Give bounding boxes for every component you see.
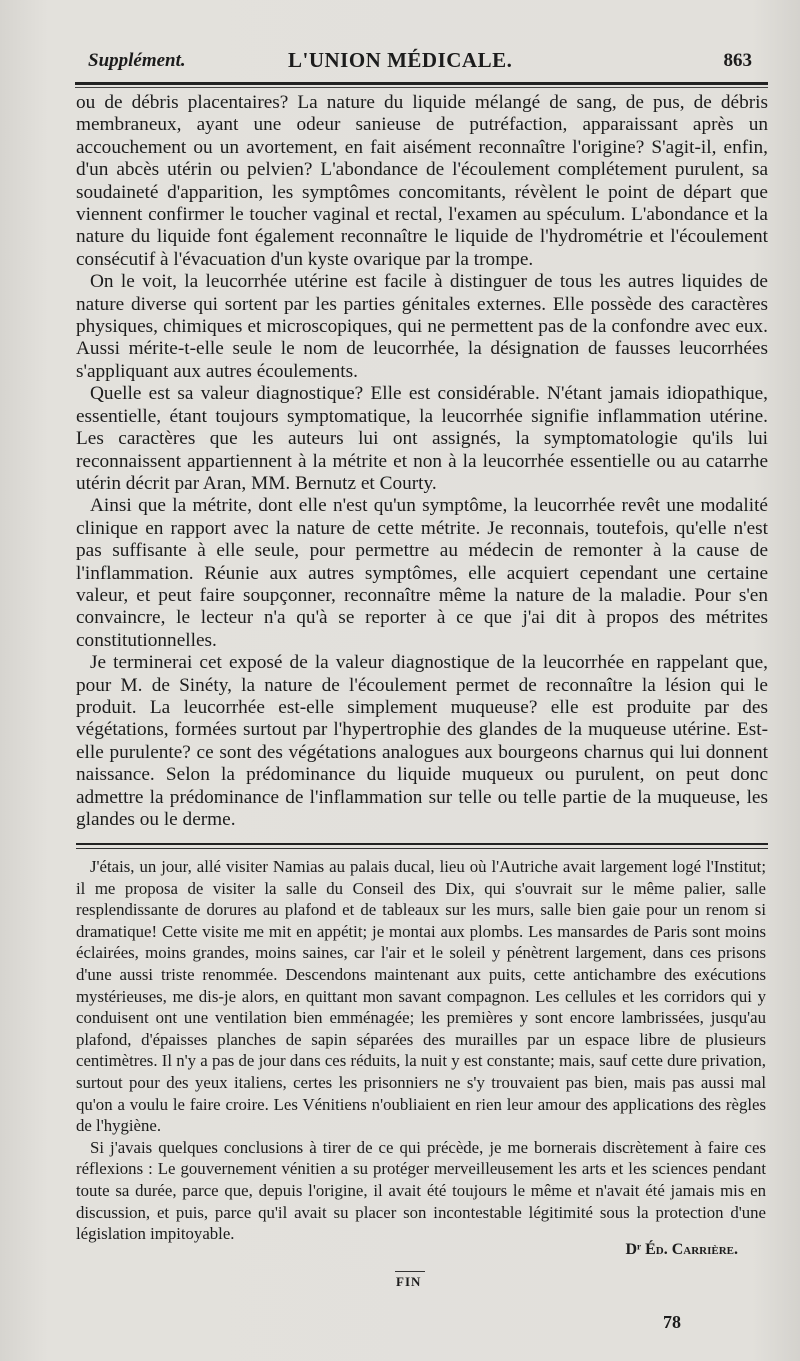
feuilleton-separator-thin	[76, 848, 768, 849]
header-rule-thick	[75, 82, 768, 85]
header-supplement: Supplément.	[88, 50, 186, 71]
header-journal-title: L'UNION MÉDICALE.	[288, 48, 513, 72]
author-signature: Dʳ Éd. Carrière.	[625, 1241, 738, 1258]
sheet-number: 78	[663, 1312, 681, 1332]
article-paragraph: Quelle est sa valeur diagnostique? Elle est considérable. N'étant jamais idiopathique, essentielle, étant toujours symptomatique, la leucorrhée signifie inflammation utérine. Les caractères que les auteurs lui ont assignés, la symptomatologie qu'ils lui reconnaissent appartiennent à la métrite et non à la leucorrhée essentielle ou au catarrhe utérin décrit par Aran, MM. Bernutz et Courty.	[76, 383, 768, 494]
fin-mark: FIN	[396, 1274, 422, 1289]
article-paragraph: Ainsi que la métrite, dont elle n'est qu'un symptôme, la leucorrhée revêt une modalité clinique en rapport avec la nature de cette métrite. Je reconnais, toutefois, qu'elle n'est pas suffisante à elle seule, pour permettre au médecin de remonter à la cause de l'inflammation. Réunie aux autres symptômes, elle acquiert cependant une certaine valeur, et peut faire soupçonner, reconnaître même la nature de la maladie. Pour s'en convaincre, le lecteur n'a qu'à se reporter à ce que j'ai dit à propos des métrites constitutionnelles.	[76, 495, 768, 651]
header-rule-thin	[75, 87, 768, 88]
feuilleton-separator-thick	[76, 843, 768, 845]
article-body	[76, 92, 768, 831]
feuilleton-paragraph: Si j'avais quelques conclusions à tirer de ce qui précède, je me bornerais discrètement à faire ces réflexions : Le gouvernement vénitien a su protéger merveilleusement les arts et les sciences pendant toute sa durée, parce que, depuis l'origine, il avait été toujours le même et n'avait été jamais mis en discussion, et puis, parce qu'il avait su placer son incontestable légitimité sous la protection d'une législation impitoyable.	[76, 1137, 766, 1244]
feuilleton-section	[76, 856, 766, 1245]
fin-rule	[395, 1271, 425, 1272]
page-header	[88, 46, 752, 78]
article-paragraph: ou de débris placentaires? La nature du liquide mélangé de sang, de pus, de débris membraneux, ayant une odeur sanieuse de putréfaction, apparaissant après un accouchement ou un avortement, en fait aisément reconnaître l'origine? S'agit-il, enfin, d'un abcès utérin ou pelvien? L'abondance de l'écoulement complétement purulent, sa soudaineté d'apparition, les symptômes concomitants, révèlent le point de départ que viennent confirmer le toucher vaginal et rectal, l'examen au spéculum. L'abondance et la nature du liquide font également reconnaître le liquide de l'hydrométrie et l'écoulement consécutif à l'évacuation d'un kyste ovarique par la trompe.	[76, 92, 768, 270]
feuilleton-paragraph: J'étais, un jour, allé visiter Namias au palais ducal, lieu où l'Autriche avait largement logé l'Institut; il me proposa de visiter la salle du Conseil des Dix, qui s'ouvrait sur le même palier, salle resplendissante de dorures au plafond et de tableaux sur les murs, salle bien gaie pour un renom si dramatique! Cette visite me mit en appétit; je montai aux plombs. Les mansardes de Paris sont moins éclairées, moins grandes, moins saines, car l'air et le soleil y pénètrent largement, dans ces prisons d'une aussi triste renommée. Descendons maintenant aux puits, cette antichambre des exécutions mystérieuses, me dis-je alors, en quittant mon savant compagnon. Les cellules et les corridors qui y conduisent ont une ventilation bien emménagée; les premières y sont encore lambrissées, jusqu'au plafond, d'épaisses planches de sapin séparées des murailles par un espace libre de plusieurs centimètres. Il n'y a pas de jour dans ces réduits, la nuit y est constante; mais, sauf cette dure privation, surtout pour des yeux italiens, certes les prisonniers ne s'y trouvaient pas bien, mais pas aussi mal qu'on a voulu le faire croire. Les Vénitiens n'oubliaient en rien leur amour des applications des règles de l'hygiène.	[76, 857, 766, 1136]
article-paragraph: Je terminerai cet exposé de la valeur diagnostique de la leucorrhée en rappelant que, pour M. de Sinéty, la nature de l'écoulement permet de reconnaître la lésion qui le produit. La leucorrhée est-elle simplement muqueuse? elle est produite par des végétations, formées surtout par l'hypertrophie des glandes de la muqueuse utérine. Est-elle purulente? ce sont des végétations analogues aux bourgeons charnus qui lui donnent naissance. Selon la prédominance du liquide muqueux ou purulent, on peut donc admettre la prédominance de l'inflammation sur telle ou telle partie de la muqueuse, les glandes ou le derme.	[76, 652, 768, 830]
header-page-number: 863	[723, 50, 752, 71]
article-paragraph: On le voit, la leucorrhée utérine est facile à distinguer de tous les autres liquides de nature diverse qui sortent par les parties génitales externes. Elle possède des caractères physiques, chimiques et microscopiques, qui ne permettent pas de la confondre avec eux. Aussi mérite-t-elle seule le nom de leucorrhée, la désignation de fausses leucorrhées s'appliquant aux autres écoulements.	[76, 271, 768, 382]
